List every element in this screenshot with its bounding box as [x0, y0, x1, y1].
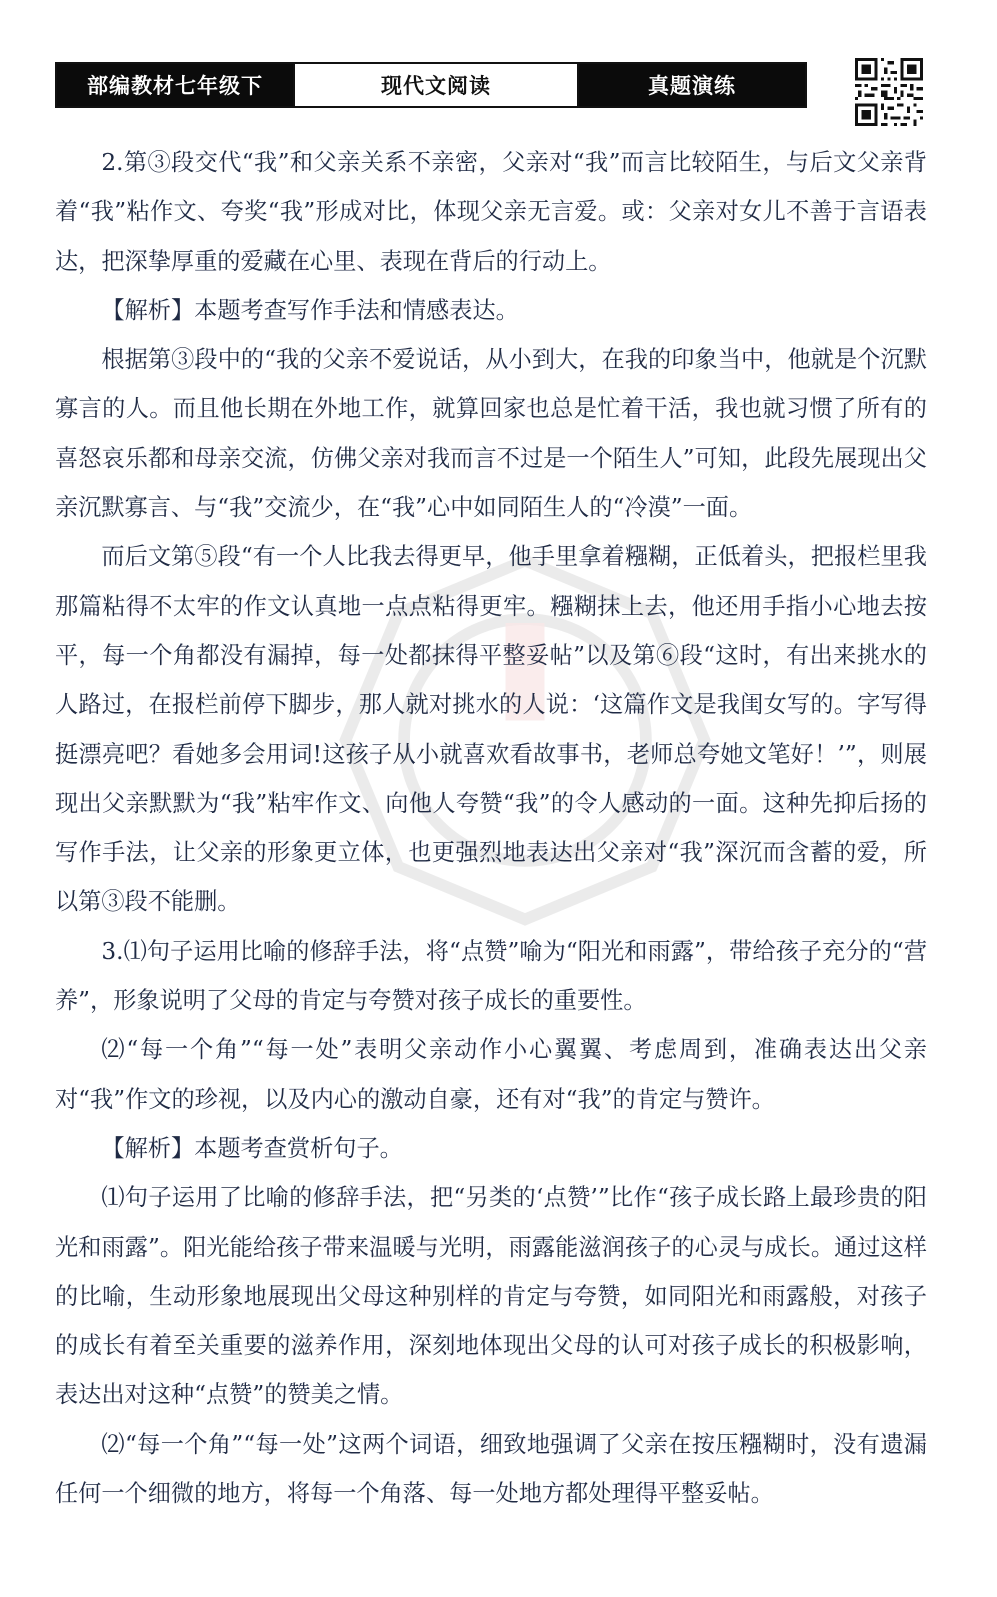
answer-text [55, 138, 927, 1518]
answer-3-1-paragraph: 3.⑴句子运用比喻的修辞手法，将“点赞”喻为“阳光和雨露”，带给孩子充分的“营养”，形象说明了父母的肯定与夸赞对孩子成长的重要性。 [55, 937, 927, 1015]
header-practice-label: 真题演练 [579, 64, 805, 106]
answer-2-paragraph: 2.第③段交代“我”和父亲关系不亲密，父亲对“我”而言比较陌生，与后文父亲背着“我”粘作文、夸奖“我”形成对比，体现父亲无言爱。或：父亲对女儿不善于言语表达，把深挚厚重的爱藏在心里、表现在背后的行动上。 [55, 149, 927, 275]
analysis-3-1-paragraph: ⑴句子运用了比喻的修辞手法，把“另类的‘点赞’”比作“孩子成长路上最珍贵的阳光和雨露”。阳光能给孩子带来温暖与光明，雨露能滋润孩子的心灵与成长。通过这样的比喻，生动形象地展现出父母这种别样的肯定与夸赞，如同阳光和雨露般，对孩子的成长有着至关重要的滋养作用，深刻地体现出父母的认可对孩子成长的积极影响，表达出对这种“点赞”的赞美之情。 [55, 1184, 927, 1409]
analysis-heading-3: 【解析】本题考查赏析句子。 [101, 1134, 403, 1162]
header-bar [55, 62, 807, 108]
header-textbook-label: 部编教材七年级下 [57, 64, 293, 106]
analysis-2-paragraph-b: 而后文第⑤段“有一个人比我去得更早，他手里拿着糨糊，正低着头，把报栏里我那篇粘得不太牢的作文认真地一点点粘得更牢。糨糊抹上去，他还用手指小心地去按平，每一个角都没有漏掉，每一处都抹得平整妥帖”以及第⑥段“这时，有出来挑水的人路过，在报栏前停下脚步，那人就对挑水的人说：‘这篇作文是我闺女写的。字写得挺漂亮吧？看她多会用词!这孩子从小就喜欢看故事书，老师总夸她文笔好！’”，则展现出父亲默默为“我”粘牢作文、向他人夸赞“我”的令人感动的一面。这种先抑后扬的写作手法，让父亲的形象更立体，也更强烈地表达出父亲对“我”深沉而含蓄的爱，所以第③段不能删。 [55, 543, 927, 916]
analysis-3-2-paragraph: ⑵“每一个角”“每一处”这两个词语，细致地强调了父亲在按压糨糊时，没有遗漏任何一个细微的地方，将每一个角落、每一处地方都处理得平整妥帖。 [55, 1430, 927, 1508]
analysis-2-paragraph-a: 根据第③段中的“我的父亲不爱说话，从小到大，在我的印象当中，他就是个沉默寡言的人。而且他长期在外地工作，就算回家也总是忙着干活，我也就习惯了所有的喜怒哀乐都和母亲交流，仿佛父亲对我而言不过是一个陌生人”可知，此段先展现出父亲沉默寡言、与“我”交流少，在“我”心中如同陌生人的“冷漠”一面。 [55, 346, 927, 522]
analysis-heading-2: 【解析】本题考查写作手法和情感表达。 [101, 296, 519, 324]
answer-3-2-paragraph: ⑵“每一个角”“每一处”表明父亲动作小心翼翼、考虑周到，准确表达出父亲对“我”作文的珍视，以及内心的激动自豪，还有对“我”的肯定与赞许。 [55, 1036, 927, 1113]
qr-code-icon [855, 58, 923, 126]
header-section-label: 现代文阅读 [293, 64, 579, 106]
